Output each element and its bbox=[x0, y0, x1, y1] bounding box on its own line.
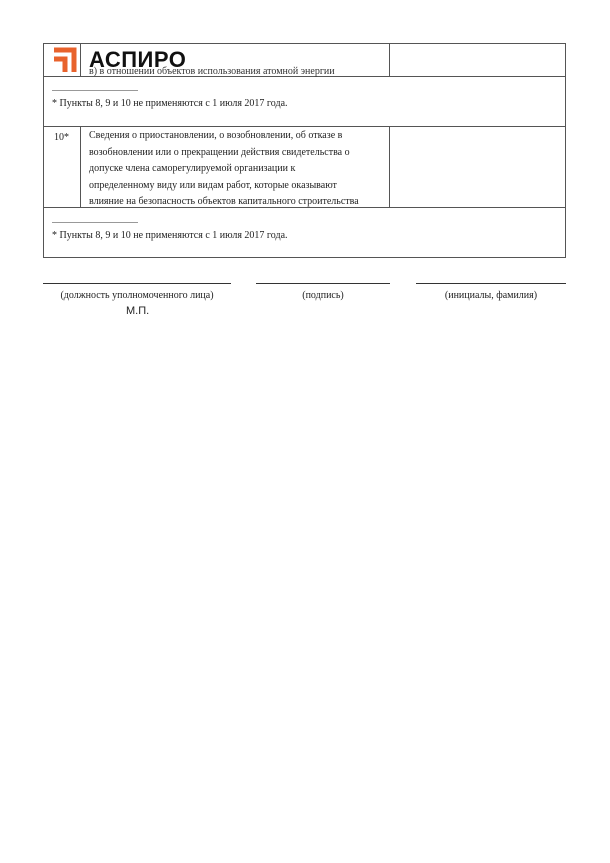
column-divider bbox=[389, 44, 390, 76]
document-table bbox=[43, 43, 566, 258]
position-signature-line bbox=[43, 283, 231, 284]
description-line: возобновлении или о прекращении действия свидетельства о bbox=[89, 146, 350, 158]
stamp-label: М.П. bbox=[126, 305, 150, 317]
signature-line bbox=[256, 283, 390, 284]
name-signature-line bbox=[416, 283, 566, 284]
description-line: Сведения о приостановлении, о возобновлении, об отказе в bbox=[89, 130, 343, 141]
logo-text: АСПИРО bbox=[89, 47, 187, 72]
row-number: 10* bbox=[54, 132, 69, 143]
row-divider bbox=[44, 126, 565, 127]
row-text-atomic-energy: в) в отношении объектов использования атомной энергии bbox=[89, 66, 335, 77]
row-divider bbox=[44, 207, 565, 208]
position-label: (должность уполномоченного лица) bbox=[60, 290, 214, 301]
footnote-text: * Пункты 8, 9 и 10 не применяются с 1 июля 2017 года. bbox=[52, 230, 288, 241]
column-divider bbox=[80, 126, 81, 207]
footnote-rule bbox=[52, 222, 138, 223]
row-description bbox=[89, 128, 389, 211]
description-line: допуске члена саморегулируемой организации к bbox=[89, 163, 296, 174]
signature-label: (подпись) bbox=[302, 290, 344, 301]
column-divider bbox=[389, 126, 390, 207]
logo-mark-icon bbox=[52, 46, 80, 76]
description-line: определенному виду или видам работ, которые оказывают bbox=[89, 179, 337, 191]
footnote-text: * Пункты 8, 9 и 10 не применяются с 1 июля 2017 года. bbox=[52, 98, 288, 109]
footnote-rule bbox=[52, 90, 138, 91]
name-label: (инициалы, фамилия) bbox=[444, 290, 538, 301]
description-line: влияние на безопасность объектов капитального строительства bbox=[89, 196, 359, 207]
